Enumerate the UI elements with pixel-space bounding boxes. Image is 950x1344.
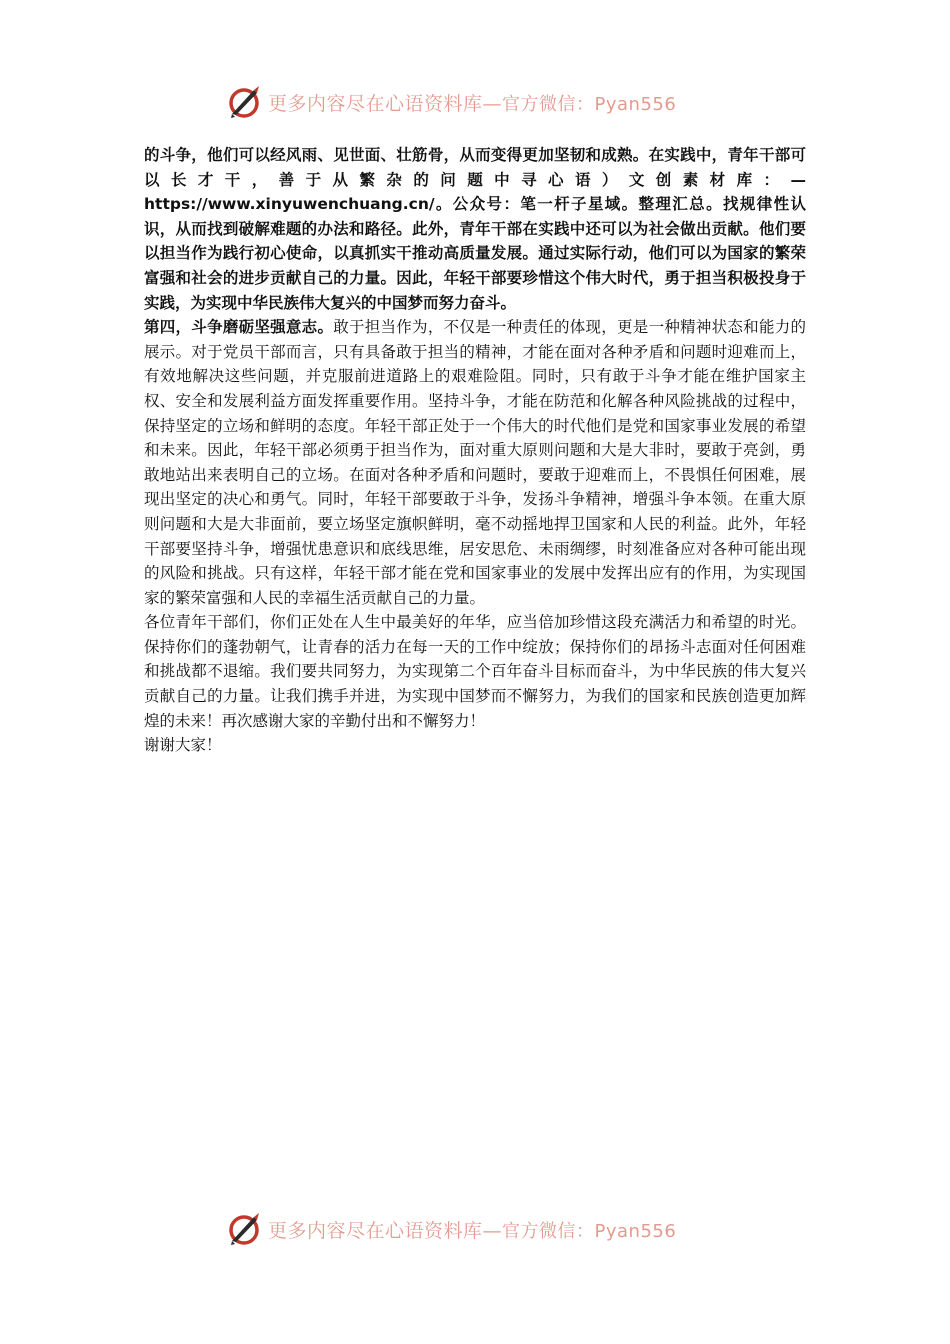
footer-banner-text: 更多内容尽在心语资料库—官方微信：Pyan556 [268,1219,677,1242]
paragraph-4: 谢谢大家！ [144,736,222,755]
paragraph-1: 的斗争，他们可以经风雨、见世面、壮筋骨，从而变得更加坚韧和成熟。在实践中，青年干部可以长才干，善于从繁杂的问题中寻心语）文创素材库：— https://www.xinyuwenchuang.cn/。公众号：笔一杆子星域。整理汇总。找规律性认识，从而找到破解难题的办法和路径。此外，青年干部在实践中还可以为社会做出贡献。他们要以担当作为践行初心使命，以真抓实干推动高质量发展。通过实际行动，他们可以为国家的繁荣富强和社会的进步贡献自己的力量。因此，年轻干部要珍惜这个伟大时代，勇于担当积极投身于实践，为实现中华民族伟大复兴的中国梦而努力奋斗。 [144,146,806,312]
paragraph-2-text: 敢于担当作为，不仅是一种责任的体现，更是一种精神状态和能力的展示。对于党员干部而言，只有具备敢于担当的精神，才能在面对各种矛盾和问题时迎难而上，有效地解决这些问题，并克服前进道路上的艰难险阻。同时，只有敢于斗争才能在维护国家主权、安全和发展利益方面发挥重要作用。坚持斗争，才能在防范和化解各种风险挑战的过程中，保持坚定的立场和鲜明的态度。年轻干部正处于一个伟大的时代他们是党和国家事业发展的希望和未来。因此，年轻干部必须勇于担当作为，面对重大原则问题和大是大非时，要敢于亮剑，勇敢地站出来表明自己的立场。在面对各种矛盾和问题时，要敢于迎难而上，不畏惧任何困难，展现出坚定的决心和勇气。同时，年轻干部要敢于斗争，发扬斗争精神，增强斗争本领。在重大原则问题和大是大非面前，要立场坚定旗帜鲜明，毫不动摇地捍卫国家和人民的利益。此外，年轻干部要坚持斗争，增强忧患意识和底线思维，居安思危、未雨绸缪，时刻准备应对各种可能出现的风险和挑战。只有这样，年轻干部才能在党和国家事业的发展中发挥出应有的作用，为实现国家的繁荣富强和人民的幸福生活贡献自己的力量。 [144,318,806,607]
quill-pen-logo-icon [226,1211,262,1247]
header-banner-text: 更多内容尽在心语资料库—官方微信：Pyan556 [268,92,677,115]
paragraph-2-heading: 第四，斗争磨砺坚强意志。 [144,317,334,337]
footer-banner [226,1209,726,1249]
paragraph-3: 各位青年干部们，你们正处在人生中最美好的年华，应当倍加珍惜这段充满活力和希望的时光。保持你们的蓬勃朝气，让青春的活力在每一天的工作中绽放；保持你们的昂扬斗志面对任何困难和挑战都不退缩。我们要共同努力，为实现第二个百年奋斗目标而奋斗，为中华民族的伟大复兴贡献自己的力量。让我们携手并进，为实现中国梦而不懈努力，为我们的国家和民族创造更加辉煌的未来！再次感谢大家的辛勤付出和不懈努力！ [144,613,806,730]
document-body [144,143,806,758]
header-banner [226,82,726,122]
footer-wechat-id: 官方微信：Pyan556 [502,1220,677,1242]
header-wechat-id: 官方微信：Pyan556 [502,93,677,115]
paragraph-2 [144,315,806,610]
quill-pen-logo-icon [226,84,262,120]
